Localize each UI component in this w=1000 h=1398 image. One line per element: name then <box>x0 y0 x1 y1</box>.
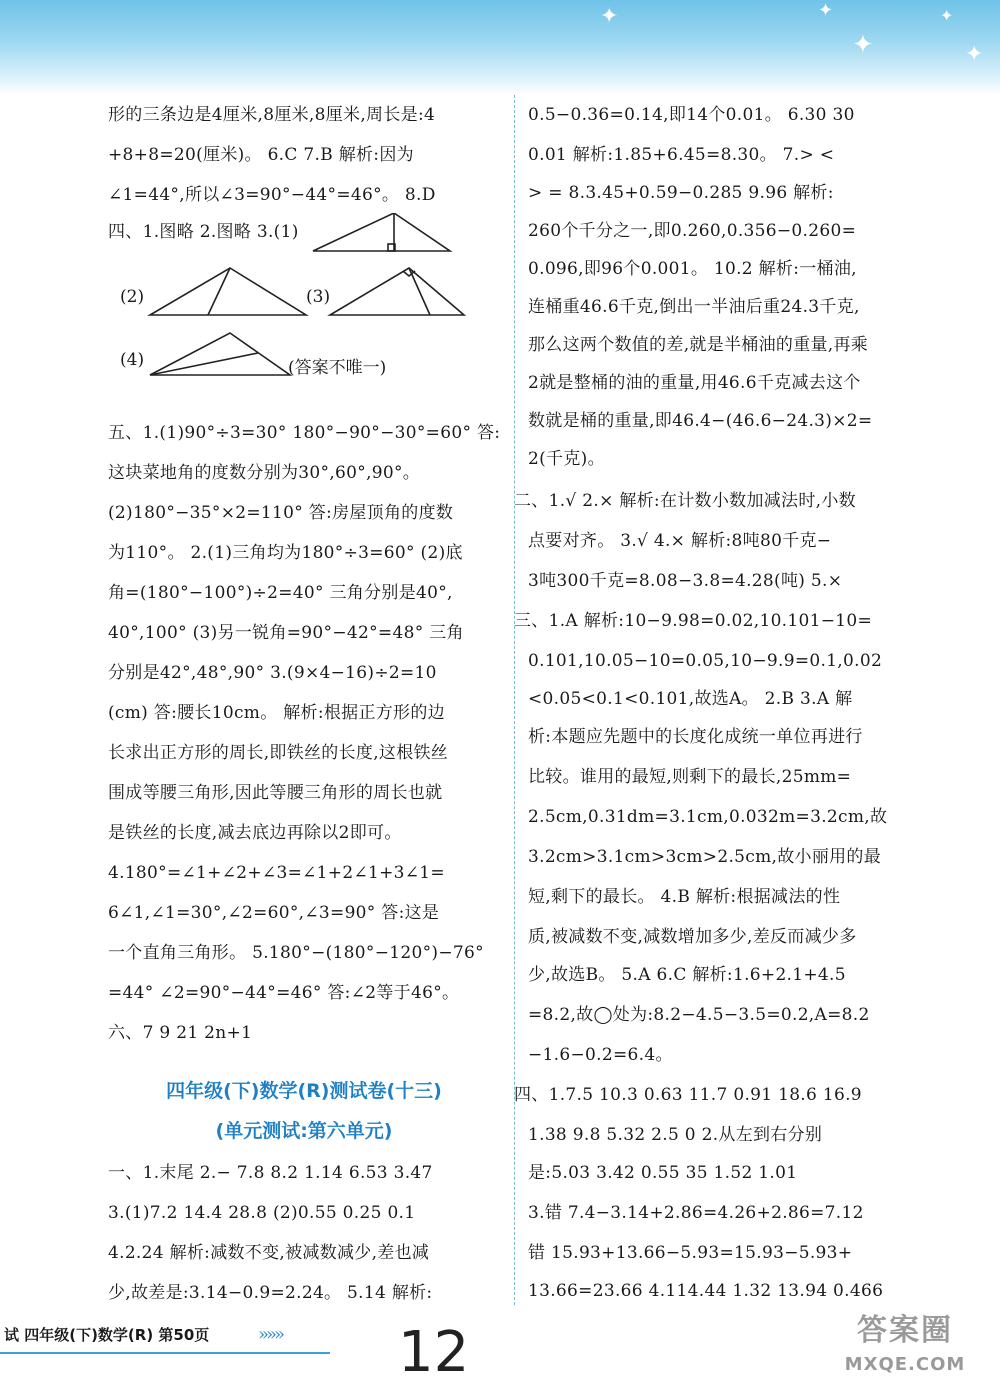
column-divider <box>514 95 515 1305</box>
text-line: =8.2,故◯处为:8.2−4.5−3.5=0.2,A=8.2 <box>528 1005 870 1025</box>
text-line: 角=(180°−100°)÷2=40° 三角分别是40°, <box>108 583 453 603</box>
text-line: > = 8.3.45+0.59−0.285 9.96 解析: <box>528 183 834 203</box>
text-line: 0.101,10.05−10=0.05,10−9.9=0.1,0.02 <box>528 651 883 671</box>
text-line: 那么这两个数值的差,就是半桶油的重量,再乘 <box>528 335 869 355</box>
text-line: 围成等腰三角形,因此等腰三角形的周长也就 <box>108 783 443 803</box>
watermark-url: MXQE.COM <box>844 1354 966 1375</box>
text-line: 三、1.A 解析:10−9.98=0.02,10.101−10= <box>514 611 873 631</box>
text-line: 这块菜地角的度数分别为30°,60°,90°。 <box>108 463 421 483</box>
watermark-logo <box>820 1310 990 1390</box>
text-line: 4.2.24 解析:减数不变,被减数减少,差也减 <box>108 1243 430 1263</box>
text-line: 形的三条边是4厘米,8厘米,8厘米,周长是:4 <box>108 105 436 125</box>
text-line: 少,故差是:3.14−0.9=2.24。 5.14 解析: <box>108 1283 433 1303</box>
text-line: 2(千克)。 <box>528 449 605 469</box>
figure-label: (答案不唯一) <box>288 358 387 378</box>
triangle-1 <box>313 213 450 251</box>
text-line: 质,被减数不变,减数增加多少,差反而减少多 <box>528 927 857 947</box>
watermark-title: 答案圈 <box>857 1313 953 1348</box>
text-line: 少,故选B。 5.A 6.C 解析:1.6+2.1+4.5 <box>528 965 846 985</box>
header-decoration <box>0 0 1000 95</box>
text-line: (2)180°−35°×2=110° 答:房屋顶角的度数 <box>108 503 454 523</box>
text-line: 错 15.93+13.66−5.93=15.93−5.93+ <box>528 1243 853 1263</box>
text-line: +8+8=20(厘米)。 6.C 7.B 解析:因为 <box>108 145 414 165</box>
text-line: 五、1.(1)90°÷3=30° 180°−90°−30°=60° 答: <box>108 423 501 443</box>
text-line: ∠1=44°,所以∠3=90°−44°=46°。 8.D <box>108 185 436 205</box>
text-line: 0.01 解析:1.85+6.45=8.30。 7.> < <box>528 145 835 165</box>
text-line: 四、1.7.5 10.3 0.63 11.7 0.91 18.6 16.9 <box>514 1085 862 1105</box>
sparkle-icon: ✦ <box>852 30 874 60</box>
text-line: 连桶重46.6千克,倒出一半油后重24.3千克, <box>528 297 860 317</box>
text-line: 是:5.03 3.42 0.55 35 1.52 1.01 <box>528 1163 798 1183</box>
sparkle-icon: ✦ <box>965 42 984 67</box>
figure-label: (3) <box>306 287 331 307</box>
text-line: (cm) 答:腰长10cm。 解析:根据正方形的边 <box>108 703 445 723</box>
sparkle-icon: ✦ <box>940 6 954 25</box>
handwritten-number: 12 <box>398 1320 470 1385</box>
text-line: 六、7 9 21 2n+1 <box>108 1023 253 1043</box>
text-line: 40°,100° (3)另一锐角=90°−42°=48° 三角 <box>108 623 464 643</box>
triangle-figures <box>108 213 500 393</box>
text-line: 四、1.图略 2.图略 3.(1) <box>108 222 299 242</box>
text-line: 点要对齐。 3.√ 4.× 解析:8吨80千克− <box>528 531 832 551</box>
text-line: 260个千分之一,即0.260,0.356−0.260= <box>528 221 857 241</box>
text-line: 1.38 9.8 5.32 2.5 0 2.从左到右分别 <box>528 1125 823 1145</box>
text-line: 3.(1)7.2 14.4 28.8 (2)0.55 0.25 0.1 <box>108 1203 416 1223</box>
text-line: 数就是桶的重量,即46.4−(46.6−24.3)×2= <box>528 411 873 431</box>
text-line: <0.05<0.1<0.101,故选A。 2.B 3.A 解 <box>528 689 853 709</box>
text-line: 2就是整桶的油的重量,用46.6千克减去这个 <box>528 373 861 393</box>
text-line: 一、1.末尾 2.− 7.8 8.2 1.14 6.53 3.47 <box>108 1163 433 1183</box>
arrow-icon: »»» <box>258 1324 283 1345</box>
sparkle-icon: ✦ <box>818 0 834 21</box>
triangle-3 <box>330 268 464 315</box>
figure-label: (4) <box>120 350 145 370</box>
text-line: 长求出正方形的周长,即铁丝的长度,这根铁丝 <box>108 743 449 763</box>
sparkle-icon: ✦ <box>600 4 619 29</box>
text-line: 比较。谁用的最短,则剩下的最长,25mm= <box>528 767 852 787</box>
text-line: 析:本题应先题中的长度化成统一单位再进行 <box>528 727 863 747</box>
text-line: 二、1.√ 2.× 解析:在计数小数加减法时,小数 <box>514 491 856 511</box>
section-title: 四年级(下)数学(R)测试卷(十三) <box>166 1080 442 1102</box>
text-line: 13.66=23.66 4.114.44 1.32 13.94 0.466 <box>528 1281 884 1301</box>
text-line: 2.5cm,0.31dm=3.1cm,0.032m=3.2cm,故 <box>528 807 888 827</box>
text-line: 3吨300千克=8.08−3.8=4.28(吨) 5.× <box>528 571 843 591</box>
text-line: 短,剩下的最长。 4.B 解析:根据减法的性 <box>528 887 841 907</box>
section-subtitle: (单元测试:第六单元) <box>215 1120 393 1142</box>
text-line: 一个直角三角形。 5.180°−(180°−120°)−76° <box>108 943 484 963</box>
text-line: =44° ∠2=90°−44°=46° 答:∠2等于46°。 <box>108 983 460 1003</box>
triangle-4 <box>150 333 290 375</box>
text-line: 0.5−0.36=0.14,即14个0.01。 6.30 30 <box>528 105 855 125</box>
text-line: 为110°。 2.(1)三角均为180°÷3=60° (2)底 <box>108 543 463 563</box>
text-line: 分别是42°,48°,90° 3.(9×4−16)÷2=10 <box>108 663 437 683</box>
text-line: 0.096,即96个0.001。 10.2 解析:一桶油, <box>528 259 857 279</box>
text-line: 4.180°=∠1+∠2+∠3=∠1+2∠1+3∠1= <box>108 863 445 883</box>
triangle-2 <box>150 268 306 315</box>
text-line: 6∠1,∠1=30°,∠2=60°,∠3=90° 答:这是 <box>108 903 440 923</box>
text-line: −1.6−0.2=6.4。 <box>528 1045 673 1065</box>
text-line: 3.错 7.4−3.14+2.86=4.26+2.86=7.12 <box>528 1203 864 1223</box>
text-line: 是铁丝的长度,减去底边再除以2即可。 <box>108 823 402 843</box>
text-line: 3.2cm>3.1cm>3cm>2.5cm,故小丽用的最 <box>528 847 882 867</box>
figure-label: (2) <box>120 287 145 307</box>
page-footer: 试 四年级(下)数学(R) 第50页 <box>4 1326 210 1344</box>
